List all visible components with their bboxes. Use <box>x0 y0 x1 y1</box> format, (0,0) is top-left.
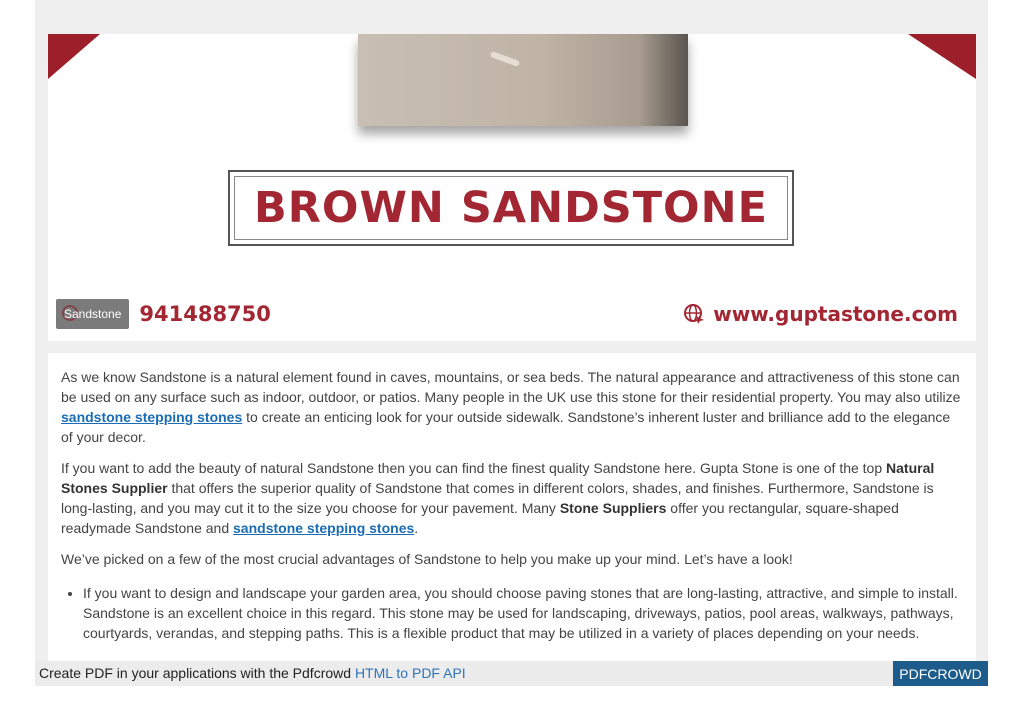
paragraph-text: As we know Sandstone is a natural element found in caves, mountains, or sea beds. The natural appearance and attractiveness of this stone can be used on any surface such as indoor, outdoor, or patios. Many people in the UK use this stone for their residential property. You may also utilize <box>61 369 961 405</box>
website-url: www.guptastone.com <box>713 302 958 326</box>
stone-slab-image <box>358 34 688 126</box>
hero-title: BROWN SANDSTONE <box>254 183 768 233</box>
stone-streak <box>490 51 520 67</box>
paragraph-supplier <box>61 458 963 538</box>
phone-number: 941488750 <box>139 302 271 326</box>
article-body <box>48 353 976 661</box>
list-item: • If you want to design and landscape your garden area, you should choose paving stones that are long-lasting, attractive, and simple to install. Sandstone is an excellent choice in this regard. This stone may be used for landscaping, driveways, patios, pool areas, walkways, pathways, courtyards, verandas, and stepping paths. This is a flexible product that may be utilized in a variety of places depending on your needs. <box>83 583 963 643</box>
image-caption <box>56 299 129 329</box>
bold-natural-stones-supplier: Natural Stones Supplier <box>61 460 935 496</box>
sandstone-stepping-stones-link[interactable]: sandstone stepping stones <box>233 520 415 536</box>
footer-label: Create PDF in your applications with the Pdfcrowd <box>39 665 355 681</box>
image-caption-text: Sandstone <box>64 307 122 321</box>
advantages-list <box>61 583 963 643</box>
hero-title-box <box>228 170 794 246</box>
paragraph-text: If you want to add the beauty of natural Sandstone then you can find the finest quality Sandstone here. Gupta Stone is one of the top <box>61 460 887 476</box>
paragraph-intro <box>61 367 963 447</box>
bold-stone-suppliers: Stone Suppliers <box>559 500 667 516</box>
website-row <box>683 300 958 328</box>
paragraph-text: that offers the superior quality of Sandstone that comes in different colors, shades, and finishes. Furthermore, Sandstone is long-lasting, and you may cut it to the size you choose for your pavement. Many <box>61 480 934 516</box>
html-to-pdf-api-link[interactable]: HTML to PDF API <box>354 665 466 681</box>
globe-icon <box>683 303 705 325</box>
paragraph-text: to create an enticing look for your outside sidewalk. Sandstone’s inherent luster and brilliance add to the elegance of your decor. <box>61 409 951 445</box>
hero-image <box>48 34 976 341</box>
paragraph-text: offer you rectangular, square-shaped readymade Sandstone and <box>61 500 899 536</box>
decorative-corner-right <box>908 34 976 79</box>
pdfcrowd-footer <box>35 661 988 686</box>
sandstone-stepping-stones-link[interactable]: sandstone stepping stones <box>61 409 243 425</box>
pdfcrowd-button[interactable]: PDFCROWD <box>893 661 988 686</box>
footer-text <box>39 665 466 681</box>
paragraph-advantages: We’ve picked on a few of the most crucial advantages of Sandstone to help you make up your mind. Let’s have a look! <box>61 551 793 567</box>
phone-row <box>56 298 271 330</box>
decorative-corner-left <box>48 34 100 79</box>
paragraph-text: . <box>414 520 419 536</box>
